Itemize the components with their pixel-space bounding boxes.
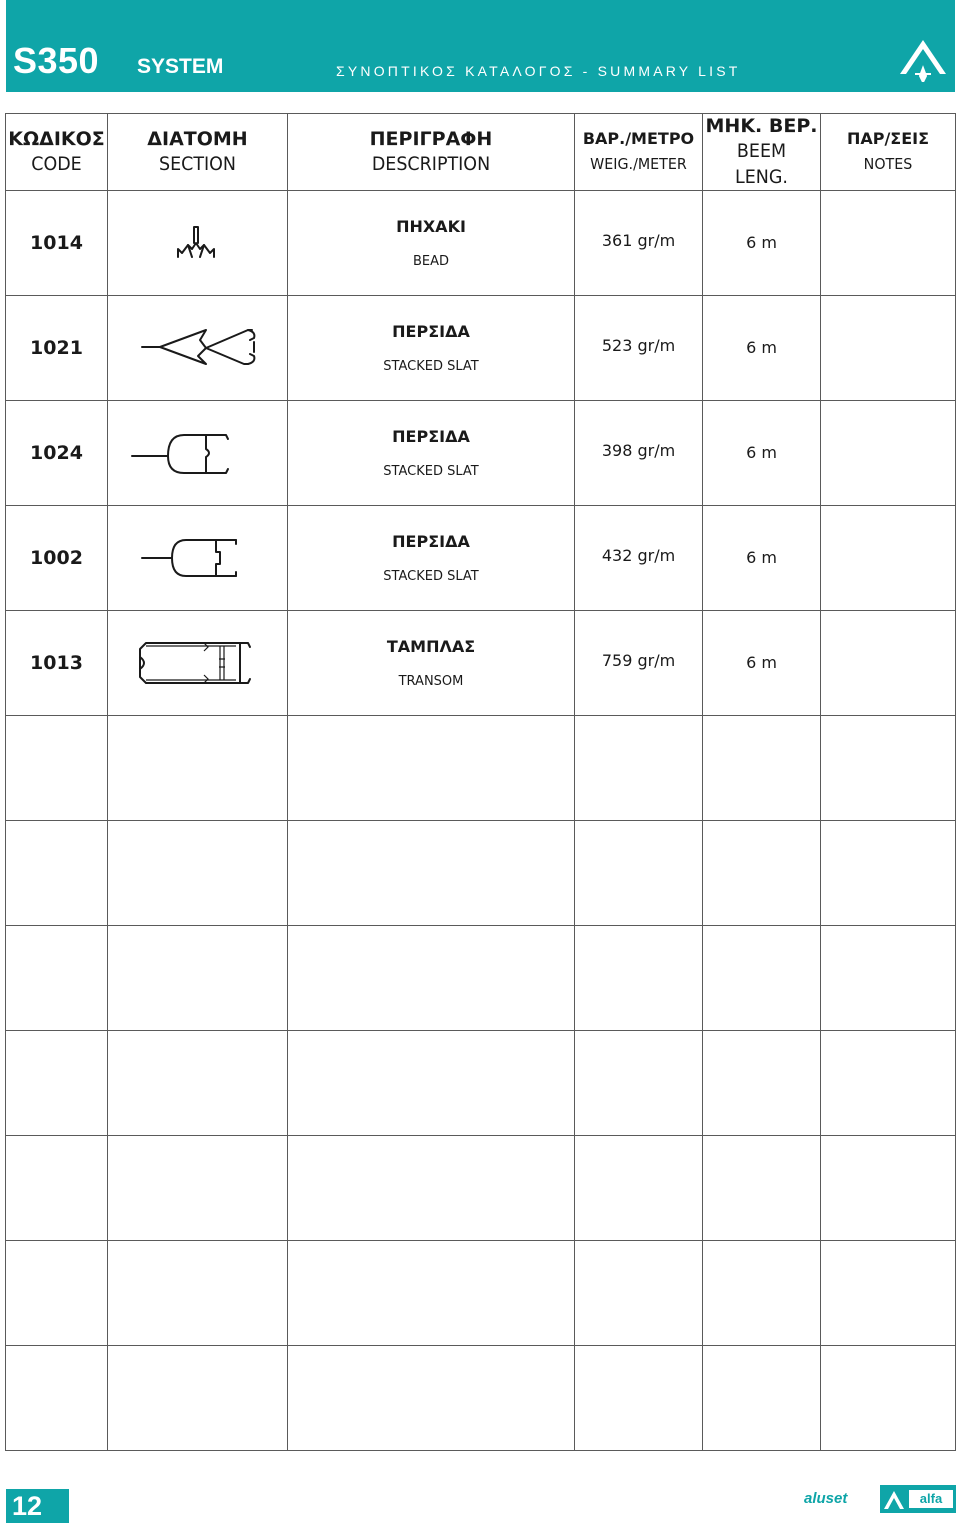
description-gr: ΠΕΡΣΙΔΑ xyxy=(392,532,470,551)
weight-cell xyxy=(575,191,703,296)
column-header-en: BEEM LENG. xyxy=(735,140,788,188)
series-code: S350 xyxy=(13,40,100,81)
weight-cell xyxy=(575,296,703,401)
alfa-logo-icon xyxy=(880,1485,956,1513)
product-code: 1002 xyxy=(30,547,83,569)
description-gr: ΠΕΡΣΙΔΑ xyxy=(392,427,470,446)
page-number: 12 xyxy=(12,1491,43,1521)
notes-cell xyxy=(821,506,956,611)
description-cell xyxy=(288,506,575,611)
company-logo-icon xyxy=(894,34,952,82)
code-cell xyxy=(6,296,108,401)
column-header-notes xyxy=(821,114,956,191)
rounded-slat-profile-icon xyxy=(108,423,288,483)
description-gr: ΠΗΧΑΚΙ xyxy=(396,217,466,236)
weight-cell xyxy=(575,401,703,506)
table-row xyxy=(6,191,956,296)
notes-cell xyxy=(821,296,956,401)
notes-cell xyxy=(821,191,956,296)
length-value: 6 m xyxy=(746,338,777,357)
column-header-en: DESCRIPTION xyxy=(371,153,491,175)
empty-table-row xyxy=(6,1031,956,1136)
description-en: TRANSOM xyxy=(398,674,464,689)
description-gr: ΤΑΜΠΛΑΣ xyxy=(386,637,476,656)
section-cell xyxy=(108,401,288,506)
weight-value: 398 gr/m xyxy=(601,441,676,460)
empty-table-row xyxy=(6,926,956,1031)
product-code: 1021 xyxy=(30,337,83,359)
length-cell xyxy=(703,506,821,611)
length-cell xyxy=(703,191,821,296)
code-cell xyxy=(6,506,108,611)
empty-table-row xyxy=(6,1346,956,1451)
length-value: 6 m xyxy=(746,443,777,462)
description-cell xyxy=(288,191,575,296)
description-gr: ΠΕΡΣΙΔΑ xyxy=(392,322,470,341)
description-en: STACKED SLAT xyxy=(383,569,479,584)
description-en: STACKED SLAT xyxy=(383,464,479,479)
column-header-gr: ΔΙΑΤΟΜΗ xyxy=(147,128,248,150)
column-header-en: NOTES xyxy=(863,155,913,173)
product-code: 1013 xyxy=(30,652,83,674)
wedge-slat-profile-icon xyxy=(108,318,288,378)
column-header-en: CODE xyxy=(31,153,82,175)
column-header-code xyxy=(6,114,108,191)
slat-profile-icon xyxy=(108,528,288,588)
table-row xyxy=(6,506,956,611)
description-cell xyxy=(288,296,575,401)
weight-cell xyxy=(575,611,703,716)
header-bar xyxy=(6,0,955,92)
section-cell xyxy=(108,506,288,611)
empty-table-row xyxy=(6,1136,956,1241)
summary-list-title: ΣΥΝΟΠΤΙΚΟΣ ΚΑΤΑΛΟΓΟΣ - SUMMARY LIST xyxy=(336,63,741,79)
column-header-gr: ΒΑΡ./ΜΕΤΡΟ xyxy=(582,129,695,148)
column-header-gr: ΠΕΡΙΓΡΑΦΗ xyxy=(369,128,493,150)
length-value: 6 m xyxy=(746,233,777,252)
catalog-table xyxy=(5,113,956,1451)
table-row xyxy=(6,611,956,716)
notes-cell xyxy=(821,611,956,716)
description-en: STACKED SLAT xyxy=(383,359,479,374)
brand-aluset-logo: aluset xyxy=(804,1490,848,1507)
system-label: SYSTEM xyxy=(137,55,224,78)
column-header-section xyxy=(108,114,288,191)
code-cell xyxy=(6,191,108,296)
description-cell xyxy=(288,611,575,716)
bead-profile-icon xyxy=(108,213,288,273)
empty-table-row xyxy=(6,716,956,821)
alfa-logo-text: alfa xyxy=(919,1491,943,1506)
column-header-gr: ΜΗΚ. ΒΕΡ. xyxy=(705,115,818,137)
table-row xyxy=(6,401,956,506)
weight-value: 432 gr/m xyxy=(601,546,676,565)
notes-cell xyxy=(821,401,956,506)
section-cell xyxy=(108,296,288,401)
section-cell xyxy=(108,611,288,716)
weight-cell xyxy=(575,506,703,611)
code-cell xyxy=(6,611,108,716)
column-header-length xyxy=(703,114,821,191)
code-cell xyxy=(6,401,108,506)
empty-table-row xyxy=(6,1241,956,1346)
column-header-en: SECTION xyxy=(158,153,237,175)
length-cell xyxy=(703,296,821,401)
product-code: 1024 xyxy=(30,442,83,464)
weight-value: 523 gr/m xyxy=(601,336,676,355)
description-en: BEAD xyxy=(412,254,450,269)
column-header-gr: ΚΩΔΙΚΟΣ xyxy=(8,128,105,150)
length-cell xyxy=(703,611,821,716)
length-cell xyxy=(703,401,821,506)
empty-table-row xyxy=(6,821,956,926)
product-code: 1014 xyxy=(30,232,83,254)
column-header-en: WEIG./METER xyxy=(590,155,687,173)
table-row xyxy=(6,296,956,401)
description-cell xyxy=(288,401,575,506)
transom-profile-icon xyxy=(108,633,288,693)
length-value: 6 m xyxy=(746,653,777,672)
table-header-row xyxy=(6,114,956,191)
page-number-badge xyxy=(6,1489,69,1523)
weight-value: 759 gr/m xyxy=(601,651,676,670)
section-cell xyxy=(108,191,288,296)
weight-value: 361 gr/m xyxy=(601,231,676,250)
length-value: 6 m xyxy=(746,548,777,567)
column-header-weight xyxy=(575,114,703,191)
column-header-gr: ΠΑΡ/ΣΕΙΣ xyxy=(846,129,930,148)
column-header-description xyxy=(288,114,575,191)
